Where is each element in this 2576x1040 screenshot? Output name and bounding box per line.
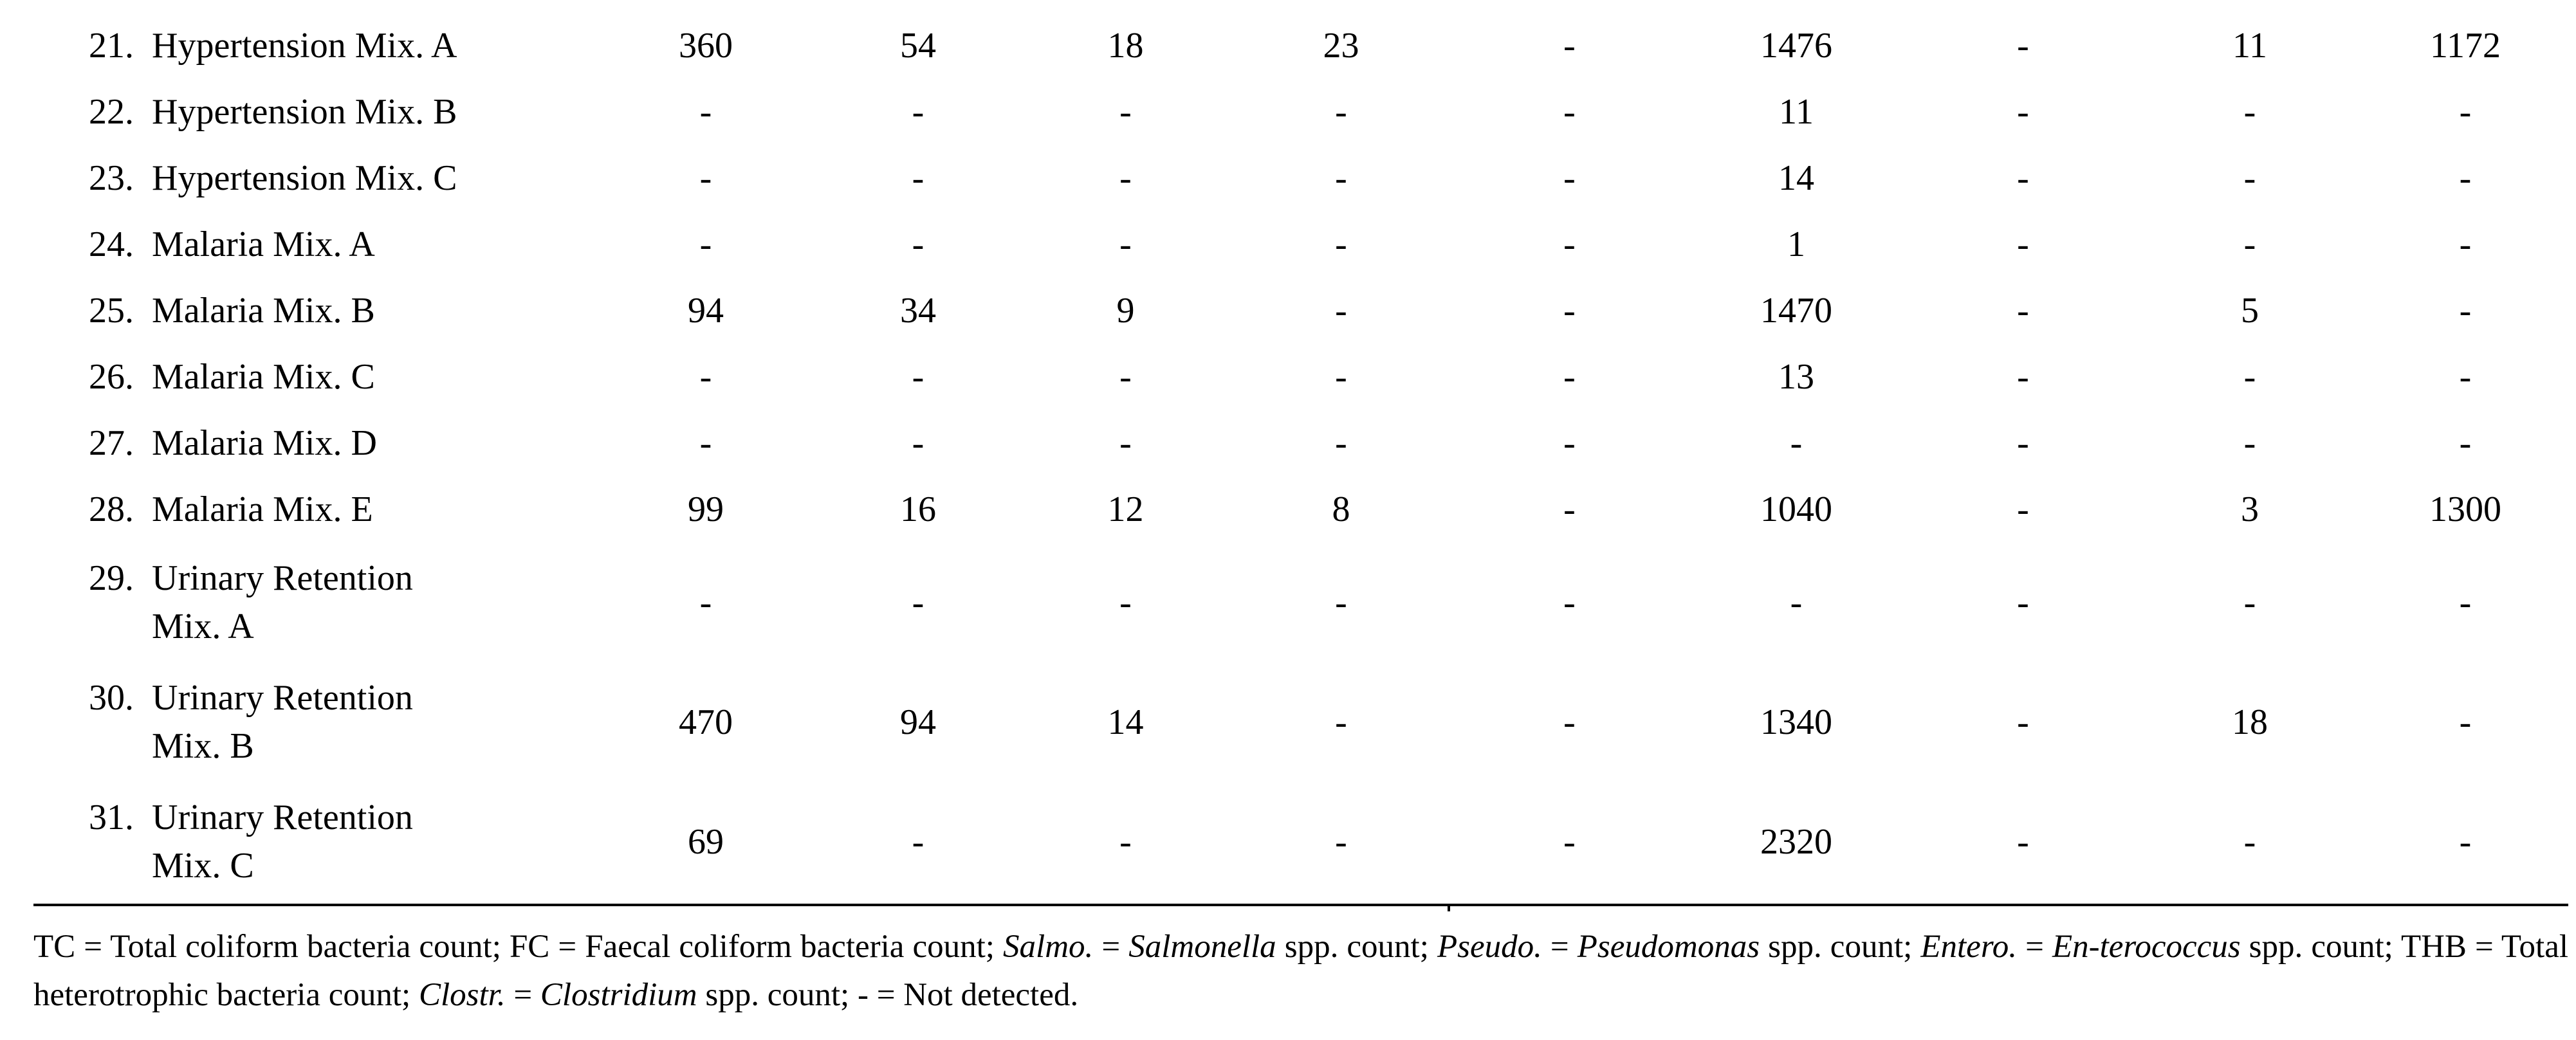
table-bottom-rule <box>33 904 2568 906</box>
footnote-salmonella: Salmonella <box>1128 929 1276 965</box>
table-row <box>33 410 2568 477</box>
footnote-pseudomonas: Pseudomonas <box>1577 929 1760 965</box>
table-row <box>33 344 2568 410</box>
row-label: Hypertension Mix. B <box>152 92 457 132</box>
table-cell: - <box>1335 821 1347 862</box>
table-cell: 23 <box>1323 26 1359 66</box>
table-cell: 13 <box>1778 357 1814 397</box>
table-cell: 360 <box>679 26 733 66</box>
row-label: Malaria Mix. E <box>152 489 373 529</box>
table-row <box>33 145 2568 212</box>
row-name <box>33 154 600 203</box>
table-cell: 16 <box>900 489 936 529</box>
footnote-text: spp. count; <box>1276 929 1437 965</box>
row-name-cell <box>33 543 600 662</box>
table-cell: - <box>2243 92 2256 132</box>
footnote-entero-abbr: Entero. <box>1920 929 2018 965</box>
row-name-cell <box>33 782 600 902</box>
table-cell: 1172 <box>2430 26 2501 66</box>
table-cell: - <box>1119 821 1132 862</box>
footnote-text: = <box>2017 929 2052 965</box>
footnote-text: spp. count; <box>1760 929 1921 965</box>
table-cell: - <box>2243 423 2256 463</box>
table-cell: - <box>1119 357 1132 397</box>
table-cell: - <box>699 423 712 463</box>
row-number: 26. <box>89 357 134 397</box>
table-cell: - <box>1119 423 1132 463</box>
table-cell: - <box>1335 702 1347 742</box>
table-cell: 470 <box>679 702 733 742</box>
table-cell: 14 <box>1778 158 1814 198</box>
table-cell: - <box>2459 92 2472 132</box>
table-cell: 5 <box>2241 291 2259 331</box>
row-number: 23. <box>89 158 134 198</box>
table-body <box>33 13 2568 902</box>
table-cell: - <box>1335 291 1347 331</box>
row-name <box>33 554 600 651</box>
table-cell: 54 <box>900 26 936 66</box>
table-cell: - <box>2459 821 2472 862</box>
table-cell: 1040 <box>1760 489 1832 529</box>
footnote-enterococcus: En-terococcus <box>2052 929 2241 965</box>
table-row <box>33 543 2568 662</box>
table-cell: - <box>2243 582 2256 623</box>
table-cell: - <box>2243 357 2256 397</box>
table-cell: - <box>2017 423 2029 463</box>
table-cell: 94 <box>900 702 936 742</box>
row-name-cell <box>33 13 600 79</box>
table-cell: - <box>1335 582 1347 623</box>
row-name <box>33 88 600 136</box>
results-table-container <box>33 13 2568 902</box>
table-cell: - <box>912 357 925 397</box>
row-name-cell <box>33 79 600 145</box>
table-cell: - <box>1119 582 1132 623</box>
table-cell: - <box>1563 702 1576 742</box>
row-number: 30. <box>89 678 134 718</box>
table-cell: - <box>699 158 712 198</box>
table-cell: - <box>912 821 925 862</box>
table-cell: - <box>1563 92 1576 132</box>
table-footnote <box>33 923 2568 1019</box>
footnote-text: = <box>505 977 540 1013</box>
table-cell: - <box>912 224 925 264</box>
table-cell: 18 <box>2232 702 2268 742</box>
row-name <box>33 794 600 890</box>
table-cell: - <box>912 92 925 132</box>
row-name-cell <box>33 212 600 278</box>
footnote-text: TC = Total coliform bacteria count; FC = Faecal coliform bacteria count; <box>33 929 1004 965</box>
row-number: 29. <box>89 558 134 598</box>
table-cell: 99 <box>688 489 724 529</box>
row-name <box>33 353 600 401</box>
row-label: Urinary Retention Mix. C <box>152 798 413 886</box>
table-cell: - <box>1563 582 1576 623</box>
table-cell: 11 <box>2232 26 2267 66</box>
table-cell: - <box>1119 158 1132 198</box>
table-cell: - <box>2017 582 2029 623</box>
row-label: Malaria Mix. C <box>152 357 375 397</box>
table-cell: - <box>2017 489 2029 529</box>
row-number: 25. <box>89 291 134 331</box>
table-cell: - <box>2017 821 2029 862</box>
footnote-clostridium: Clostridium <box>540 977 697 1013</box>
row-number: 27. <box>89 423 134 463</box>
table-cell: - <box>1335 92 1347 132</box>
table-cell: 2320 <box>1760 821 1832 862</box>
table-cell: - <box>2243 821 2256 862</box>
row-name-cell <box>33 662 600 782</box>
table-cell: - <box>2459 357 2472 397</box>
table-cell: - <box>1335 158 1347 198</box>
row-number: 22. <box>89 92 134 132</box>
table-cell: - <box>699 582 712 623</box>
table-cell: 9 <box>1116 291 1135 331</box>
table-cell: 3 <box>2241 489 2259 529</box>
row-name <box>33 486 600 534</box>
row-label: Malaria Mix. A <box>152 224 375 264</box>
table-cell: 94 <box>688 291 724 331</box>
table-cell: - <box>1563 158 1576 198</box>
table-cell: - <box>2459 702 2472 742</box>
table-cell: - <box>699 357 712 397</box>
table-cell: 18 <box>1107 26 1144 66</box>
table-cell: - <box>2017 158 2029 198</box>
table-row <box>33 13 2568 79</box>
row-name-cell <box>33 410 600 477</box>
table-cell: - <box>2243 224 2256 264</box>
row-number: 31. <box>89 798 134 837</box>
footnote-salmo-abbr: Salmo. <box>1003 929 1094 965</box>
table-cell: - <box>1335 224 1347 264</box>
table-row <box>33 79 2568 145</box>
row-name <box>33 419 600 468</box>
table-cell: - <box>2017 224 2029 264</box>
table-cell: - <box>2459 158 2472 198</box>
footnote-pseudo-abbr: Pseudo. <box>1437 929 1542 965</box>
table-cell: - <box>1563 489 1576 529</box>
row-name-cell <box>33 145 600 212</box>
row-name-cell <box>33 344 600 410</box>
table-cell: - <box>2017 702 2029 742</box>
row-number: 28. <box>89 489 134 529</box>
table-cell: - <box>2459 423 2472 463</box>
table-row <box>33 662 2568 782</box>
table-row <box>33 278 2568 344</box>
row-name <box>33 674 600 771</box>
row-name-cell <box>33 278 600 344</box>
table-cell: - <box>1790 582 1803 623</box>
table-cell: - <box>912 158 925 198</box>
table-cell: - <box>1119 224 1132 264</box>
table-row <box>33 212 2568 278</box>
table-cell: - <box>2017 357 2029 397</box>
footnote-clostr-abbr: Clostr. <box>418 977 506 1013</box>
row-label: Hypertension Mix. A <box>152 26 457 66</box>
row-number: 24. <box>89 224 134 264</box>
table-cell: - <box>1119 92 1132 132</box>
row-label: Hypertension Mix. C <box>152 158 457 198</box>
table-cell: 34 <box>900 291 936 331</box>
row-name <box>33 287 600 335</box>
table-cell: - <box>2017 26 2029 66</box>
row-label: Malaria Mix. D <box>152 423 377 463</box>
table-cell: 1 <box>1787 224 1805 264</box>
table-cell: - <box>1563 291 1576 331</box>
table-row <box>33 782 2568 902</box>
row-number: 21. <box>89 26 134 66</box>
row-name <box>33 22 600 70</box>
table-cell: - <box>1563 821 1576 862</box>
footnote-text: spp. count; - = Not detected. <box>697 977 1079 1013</box>
row-name-cell <box>33 477 600 543</box>
table-cell: - <box>1335 357 1347 397</box>
table-row <box>33 477 2568 543</box>
table-cell: - <box>1563 357 1576 397</box>
table-cell: - <box>2017 92 2029 132</box>
results-table <box>33 13 2568 902</box>
table-cell: - <box>1563 423 1576 463</box>
row-label: Malaria Mix. B <box>152 291 375 331</box>
footnote-text: spp. count; THB = Total heterotrophic bacteria count; <box>33 929 2568 1013</box>
table-cell: 1300 <box>2429 489 2501 529</box>
table-cell: 14 <box>1107 702 1144 742</box>
table-cell: - <box>1790 423 1803 463</box>
table-cell: - <box>699 92 712 132</box>
table-cell: 1340 <box>1760 702 1832 742</box>
table-cell: 12 <box>1107 489 1144 529</box>
table-cell: - <box>2017 291 2029 331</box>
table-cell: - <box>1563 224 1576 264</box>
row-label: Urinary Retention Mix. A <box>152 558 413 646</box>
table-cell: - <box>1335 423 1347 463</box>
row-name <box>33 221 600 269</box>
footnote-text: = <box>1541 929 1578 965</box>
table-cell: 1470 <box>1760 291 1832 331</box>
table-cell: - <box>699 224 712 264</box>
table-cell: - <box>2459 291 2472 331</box>
table-cell: - <box>1563 26 1576 66</box>
row-label: Urinary Retention Mix. B <box>152 678 413 766</box>
rule-tick-mark <box>1448 906 1450 911</box>
table-cell: 1476 <box>1760 26 1832 66</box>
table-cell: - <box>2459 224 2472 264</box>
table-cell: 11 <box>1779 92 1814 132</box>
footnote-text: = <box>1093 929 1129 965</box>
table-cell: - <box>912 423 925 463</box>
table-cell: - <box>2243 158 2256 198</box>
table-cell: 69 <box>688 821 724 862</box>
table-cell: - <box>912 582 925 623</box>
table-cell: - <box>2459 582 2472 623</box>
table-cell: 8 <box>1332 489 1350 529</box>
